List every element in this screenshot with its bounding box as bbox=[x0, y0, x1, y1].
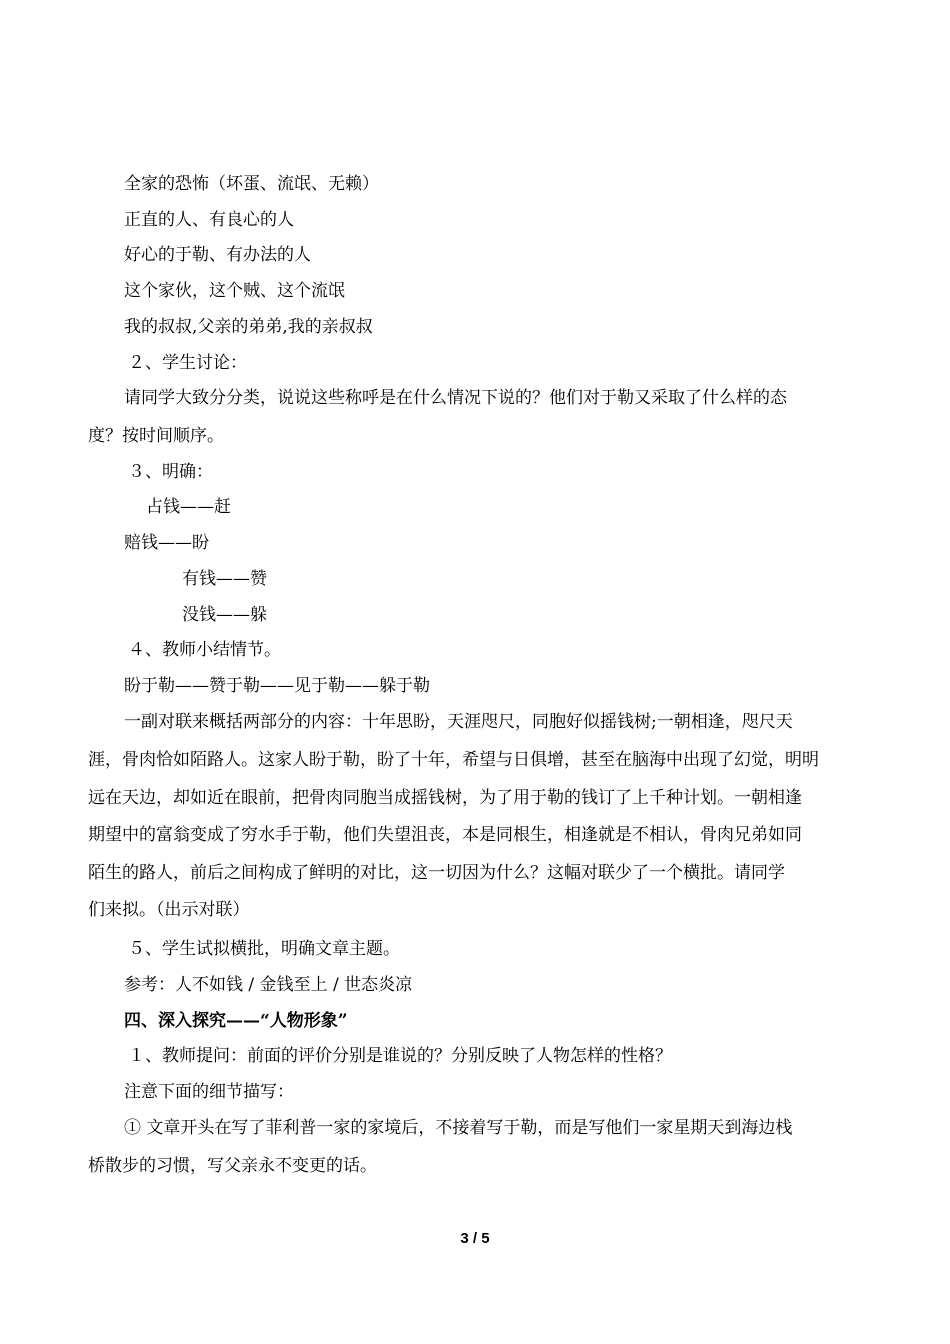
text-line: 我的叔叔,父亲的弟弟,我的亲叔叔 bbox=[124, 317, 373, 337]
text-line: 这个家伙，这个贼、这个流氓 bbox=[124, 281, 345, 301]
paragraph-line: 涯，骨肉恰如陌路人。这家人盼于勒，盼了十年，希望与日俱增，甚至在脑海中出现了幻觉，明明 bbox=[88, 750, 819, 770]
paragraph-line: 度？按时间顺序。 bbox=[88, 426, 224, 446]
section-heading: 四、深入探究——“人物形象” bbox=[124, 1011, 348, 1031]
paragraph-line: 一副对联来概括两部分的内容：十年思盼，天涯咫尺，同胞好似摇钱树;一朝相逢，咫尺天 bbox=[124, 712, 793, 732]
paragraph-line: 们来拟。（出示对联） bbox=[88, 900, 250, 920]
text-line: ４、教师小结情节。 bbox=[128, 640, 281, 660]
text-line: 全家的恐怖（坏蛋、流氓、无赖） bbox=[124, 174, 379, 194]
text-line: 占钱——赶 bbox=[146, 497, 231, 517]
page-number: 3 / 5 bbox=[460, 1230, 490, 1247]
text-line: ２、学生讨论： bbox=[128, 353, 247, 373]
paragraph-line: 请同学大致分分类，说说这些称呼是在什么情况下说的？他们对于勒又采取了什么样的态 bbox=[124, 388, 787, 408]
text-line: 有钱——赞 bbox=[182, 569, 267, 589]
text-line: ３、明确： bbox=[128, 462, 213, 482]
text-line: 正直的人、有良心的人 bbox=[124, 210, 294, 230]
text-line: 盼于勒——赞于勒——见于勒——躲于勒 bbox=[124, 676, 430, 696]
text-line: ５、学生试拟横批，明确文章主题。 bbox=[128, 939, 400, 959]
text-line: 没钱——躲 bbox=[182, 605, 267, 625]
paragraph-line: 期望中的富翁变成了穷水手于勒，他们失望沮丧，本是同根生，相逢就是不相认，骨肉兄弟如同 bbox=[88, 825, 802, 845]
text-line: 赔钱——盼 bbox=[124, 533, 209, 553]
text-line: １、教师提问：前面的评价分别是谁说的？分别反映了人物怎样的性格？ bbox=[128, 1046, 672, 1066]
text-line: 参考：人不如钱 / 金钱至上 / 世态炎凉 bbox=[124, 975, 413, 995]
text-line: 注意下面的细节描写： bbox=[124, 1082, 294, 1102]
paragraph-line: 陌生的路人，前后之间构成了鲜明的对比，这一切因为什么？这幅对联少了一个横批。请同学 bbox=[88, 863, 785, 883]
paragraph-line: 远在天边，却如近在眼前，把骨肉同胞当成摇钱树，为了用于勒的钱订了上千种计划。一朝相逢 bbox=[88, 788, 802, 808]
paragraph-line: 桥散步的习惯，写父亲永不变更的话。 bbox=[88, 1156, 377, 1176]
paragraph-line: ① 文章开头在写了菲利普一家的家境后，不接着写于勒，而是写他们一家星期天到海边栈 bbox=[124, 1118, 793, 1138]
text-line: 好心的于勒、有办法的人 bbox=[124, 245, 311, 265]
